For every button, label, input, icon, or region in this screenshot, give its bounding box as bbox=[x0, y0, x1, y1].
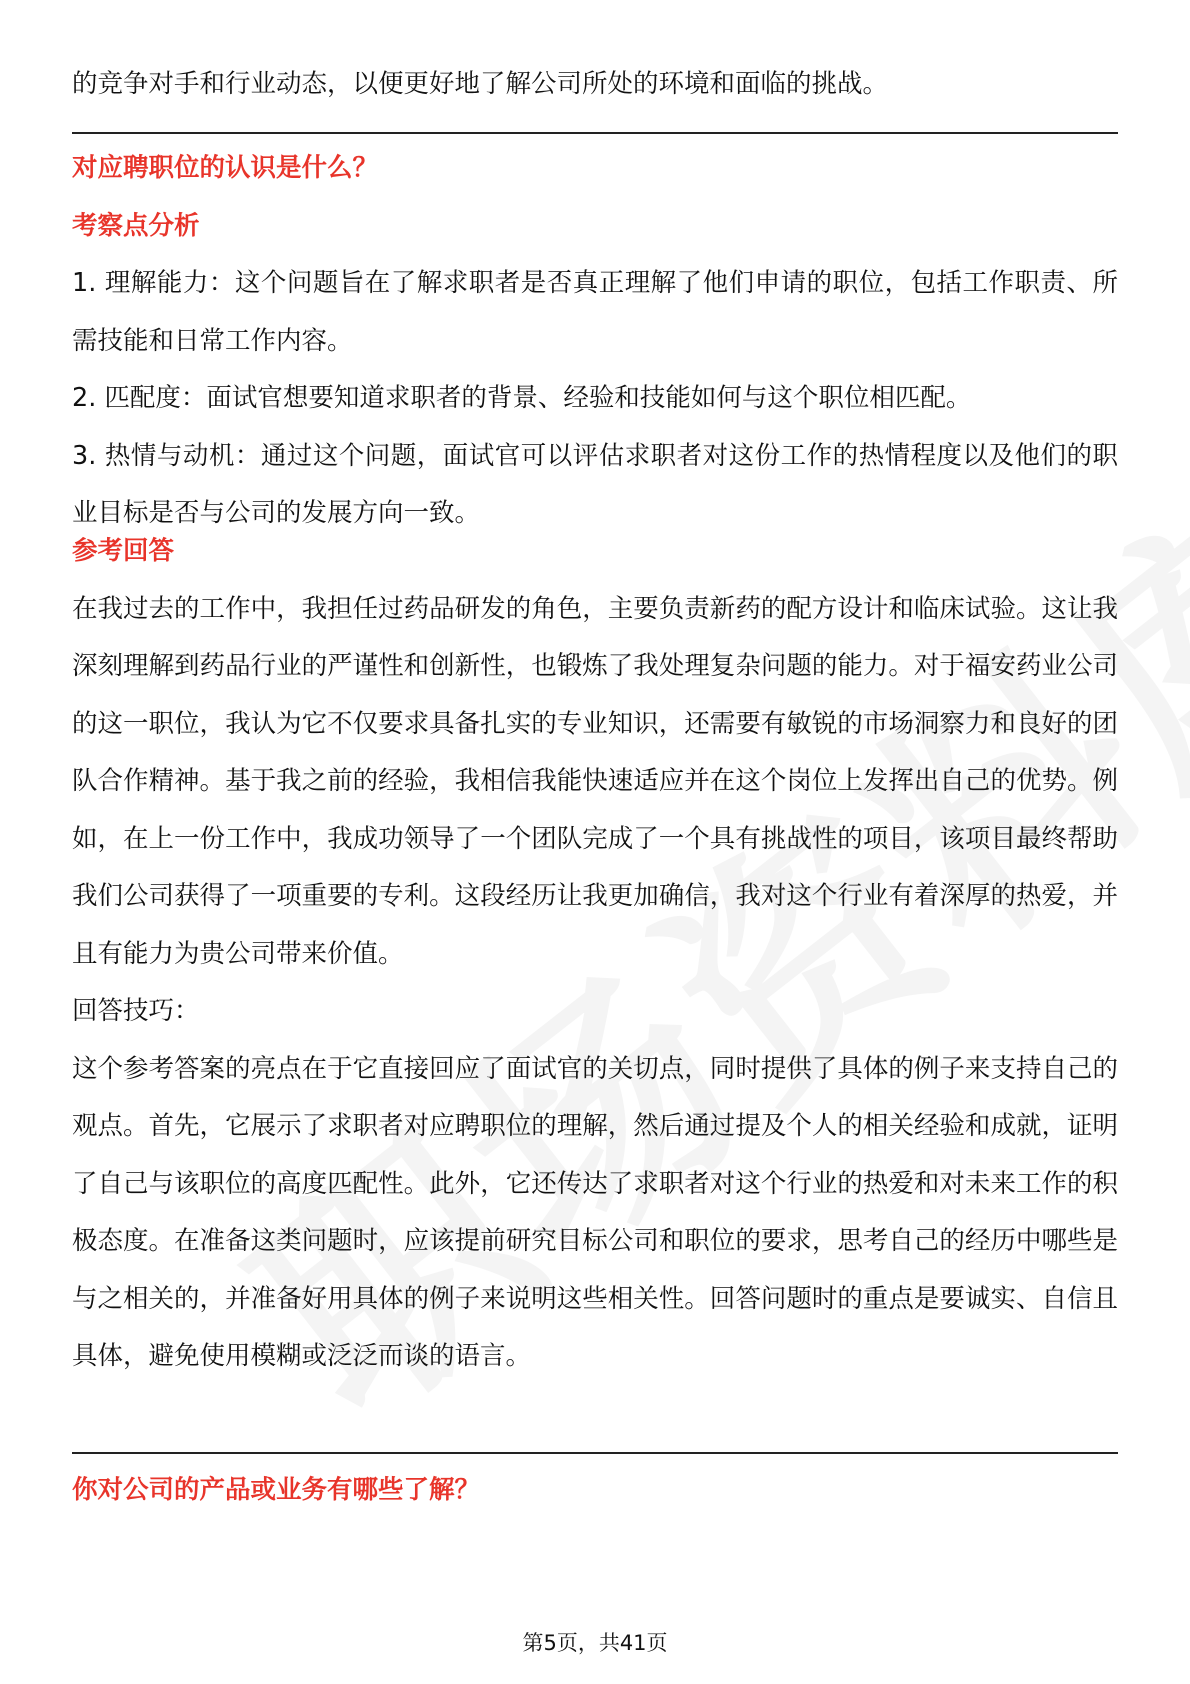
intro-paragraph bbox=[72, 56, 1118, 114]
answer-heading: 参考回答 bbox=[72, 536, 175, 566]
analysis-point-3: 3. 热情与动机：通过这个问题，面试官可以评估求职者对这份工作的热情程度以及他们的职业目标是否与公司的发展方向一致。 bbox=[72, 440, 1118, 528]
section-question-2 bbox=[72, 1462, 1118, 1520]
analysis-point-2: 2. 匹配度：面试官想要知道求职者的背景、经验和技能如何与这个职位相匹配。 bbox=[72, 383, 972, 413]
tips-paragraph: 这个参考答案的亮点在于它直接回应了面试官的关切点，同时提供了具体的例子来支持自己的观点。首先，它展示了求职者对应聘职位的理解，然后通过提及个人的相关经验和成就，证明了自己与该职位的高度匹配性。此外，它还传达了求职者对这个行业的热爱和对未来工作的积极态度。在准备这类问题时，应该提前研究目标公司和职位的要求，思考自己的经历中哪些是与之相关的，并准备好用具体的例子来说明这些相关性。回答问题时的重点是要诚实、自信且具体，避免使用模糊或泛泛而谈的语言。 bbox=[72, 1053, 1118, 1371]
page-footer: 第5页，共41页 bbox=[522, 1631, 668, 1655]
answer-paragraph: 在我过去的工作中，我担任过药品研发的角色，主要负责新药的配方设计和临床试验。这让我深刻理解到药品行业的严谨性和创新性，也锻炼了我处理复杂问题的能力。对于福安药业公司的这一职位，我认为它不仅要求具备扎实的专业知识，还需要有敏锐的市场洞察力和良好的团队合作精神。基于我之前的经验，我相信我能快速适应并在这个岗位上发挥出自己的优势。例如，在上一份工作中，我成功领导了一个团队完成了一个具有挑战性的项目，该项目最终帮助我们公司获得了一项重要的专利。这段经历让我更加确信，我对这个行业有着深厚的热爱，并且有能力为贵公司带来价值。 bbox=[72, 593, 1118, 969]
question-heading: 对应聘职位的认识是什么？ bbox=[72, 153, 379, 183]
section-question-1 bbox=[72, 140, 1118, 543]
analysis-point-1: 1. 理解能力：这个问题旨在了解求职者是否真正理解了他们申请的职位，包括工作职责、所需技能和日常工作内容。 bbox=[72, 268, 1118, 356]
intro-line: 的竞争对手和行业动态，以便更好地了解公司所处的环境和面临的挑战。 bbox=[72, 69, 889, 99]
divider bbox=[72, 1452, 1118, 1454]
answer-section bbox=[72, 523, 1118, 1386]
question-heading-2: 你对公司的产品或业务有哪些了解？ bbox=[72, 1475, 481, 1505]
divider bbox=[72, 132, 1118, 134]
tips-heading: 回答技巧： bbox=[72, 996, 200, 1026]
analysis-heading: 考察点分析 bbox=[72, 210, 200, 241]
document-page bbox=[72, 0, 1118, 1684]
